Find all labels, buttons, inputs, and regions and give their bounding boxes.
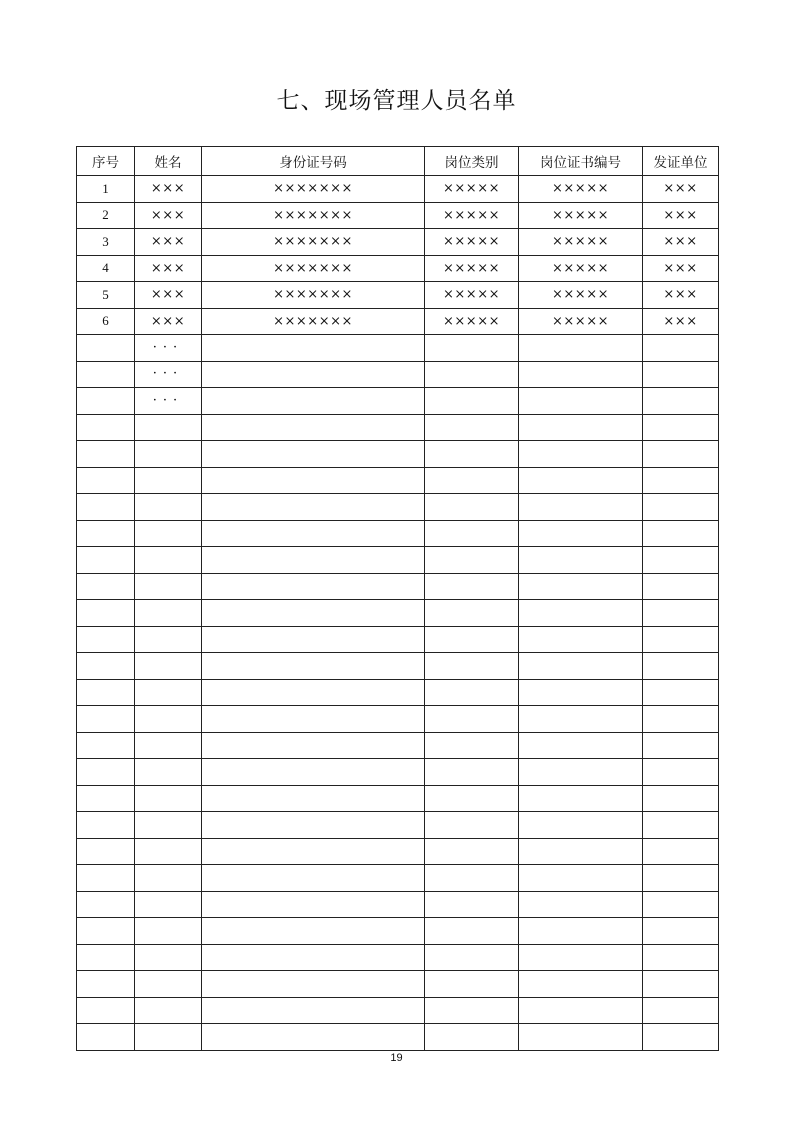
table-row bbox=[77, 679, 719, 706]
cell-certificate-number bbox=[519, 361, 643, 388]
cell-name bbox=[135, 414, 202, 441]
table-row bbox=[77, 308, 719, 335]
table-row bbox=[77, 361, 719, 388]
cell-serial-number bbox=[77, 467, 135, 494]
cell-certificate-number bbox=[519, 706, 643, 733]
cell-issuing-unit bbox=[643, 918, 719, 945]
cell-certificate-number bbox=[519, 414, 643, 441]
header-name: 姓名 bbox=[135, 147, 202, 176]
cell-id-number bbox=[202, 997, 425, 1024]
cell-certificate-number: ××××× bbox=[519, 202, 643, 229]
cell-serial-number bbox=[77, 1024, 135, 1051]
cell-certificate-number bbox=[519, 626, 643, 653]
cell-name bbox=[135, 759, 202, 786]
cell-position-category bbox=[425, 467, 519, 494]
cell-serial-number bbox=[77, 997, 135, 1024]
page-title: 七、现场管理人员名单 bbox=[276, 88, 517, 114]
cell-certificate-number: ××××× bbox=[519, 229, 643, 256]
cell-id-number bbox=[202, 971, 425, 998]
cell-position-category bbox=[425, 971, 519, 998]
management-staff-table bbox=[76, 146, 719, 1051]
cell-position-category bbox=[425, 732, 519, 759]
cell-id-number bbox=[202, 653, 425, 680]
cell-certificate-number: ××××× bbox=[519, 308, 643, 335]
cell-serial-number bbox=[77, 361, 135, 388]
cell-id-number: ××××××× bbox=[202, 202, 425, 229]
cell-id-number bbox=[202, 573, 425, 600]
cell-certificate-number bbox=[519, 812, 643, 839]
cell-name bbox=[135, 679, 202, 706]
cell-serial-number bbox=[77, 812, 135, 839]
cell-position-category bbox=[425, 918, 519, 945]
cell-serial-number bbox=[77, 441, 135, 468]
cell-id-number: ××××××× bbox=[202, 308, 425, 335]
table-row bbox=[77, 414, 719, 441]
table-row bbox=[77, 706, 719, 733]
cell-name: ××× bbox=[135, 176, 202, 203]
cell-id-number bbox=[202, 759, 425, 786]
cell-serial-number bbox=[77, 732, 135, 759]
table-row bbox=[77, 812, 719, 839]
cell-certificate-number bbox=[519, 944, 643, 971]
cell-id-number bbox=[202, 679, 425, 706]
cell-id-number bbox=[202, 1024, 425, 1051]
cell-name bbox=[135, 653, 202, 680]
cell-position-category bbox=[425, 573, 519, 600]
cell-issuing-unit bbox=[643, 891, 719, 918]
cell-certificate-number bbox=[519, 971, 643, 998]
cell-position-category bbox=[425, 785, 519, 812]
cell-name bbox=[135, 997, 202, 1024]
cell-certificate-number bbox=[519, 732, 643, 759]
cell-serial-number bbox=[77, 944, 135, 971]
cell-issuing-unit: ××× bbox=[643, 255, 719, 282]
header-issuing-unit: 发证单位 bbox=[643, 147, 719, 176]
cell-position-category bbox=[425, 812, 519, 839]
cell-issuing-unit bbox=[643, 626, 719, 653]
cell-issuing-unit bbox=[643, 1024, 719, 1051]
cell-issuing-unit bbox=[643, 785, 719, 812]
cell-position-category: ××××× bbox=[425, 255, 519, 282]
cell-position-category bbox=[425, 414, 519, 441]
cell-name bbox=[135, 785, 202, 812]
cell-id-number bbox=[202, 626, 425, 653]
cell-position-category bbox=[425, 520, 519, 547]
cell-issuing-unit bbox=[643, 467, 719, 494]
cell-id-number bbox=[202, 547, 425, 574]
cell-issuing-unit bbox=[643, 388, 719, 415]
cell-serial-number bbox=[77, 891, 135, 918]
cell-id-number bbox=[202, 494, 425, 521]
cell-name bbox=[135, 573, 202, 600]
cell-position-category bbox=[425, 944, 519, 971]
cell-position-category bbox=[425, 441, 519, 468]
cell-name: ··· bbox=[135, 335, 202, 362]
cell-position-category bbox=[425, 361, 519, 388]
cell-serial-number bbox=[77, 335, 135, 362]
cell-position-category bbox=[425, 600, 519, 627]
cell-issuing-unit: ××× bbox=[643, 282, 719, 309]
header-id-number: 身份证号码 bbox=[202, 147, 425, 176]
cell-certificate-number: ××××× bbox=[519, 282, 643, 309]
cell-serial-number bbox=[77, 865, 135, 892]
cell-issuing-unit: ××× bbox=[643, 176, 719, 203]
cell-serial-number bbox=[77, 706, 135, 733]
table-row bbox=[77, 494, 719, 521]
cell-issuing-unit bbox=[643, 971, 719, 998]
table-row bbox=[77, 626, 719, 653]
table-row bbox=[77, 282, 719, 309]
table-row bbox=[77, 865, 719, 892]
cell-id-number bbox=[202, 838, 425, 865]
header-position-category: 岗位类别 bbox=[425, 147, 519, 176]
cell-name bbox=[135, 812, 202, 839]
table-row bbox=[77, 653, 719, 680]
cell-serial-number bbox=[77, 520, 135, 547]
page-number: 19 bbox=[390, 1052, 403, 1064]
table-row bbox=[77, 202, 719, 229]
table-body bbox=[77, 176, 719, 1051]
cell-issuing-unit bbox=[643, 944, 719, 971]
cell-id-number bbox=[202, 414, 425, 441]
cell-serial-number: 6 bbox=[77, 308, 135, 335]
cell-certificate-number bbox=[519, 1024, 643, 1051]
cell-id-number bbox=[202, 944, 425, 971]
table-row bbox=[77, 467, 719, 494]
cell-position-category bbox=[425, 838, 519, 865]
cell-position-category bbox=[425, 388, 519, 415]
cell-position-category bbox=[425, 547, 519, 574]
cell-name: ··· bbox=[135, 388, 202, 415]
cell-certificate-number: ××××× bbox=[519, 176, 643, 203]
table-row bbox=[77, 918, 719, 945]
cell-issuing-unit bbox=[643, 361, 719, 388]
table-row bbox=[77, 573, 719, 600]
cell-serial-number bbox=[77, 971, 135, 998]
cell-name bbox=[135, 520, 202, 547]
cell-issuing-unit bbox=[643, 494, 719, 521]
cell-id-number bbox=[202, 812, 425, 839]
cell-id-number: ××××××× bbox=[202, 255, 425, 282]
cell-name bbox=[135, 838, 202, 865]
header-certificate-number: 岗位证书编号 bbox=[519, 147, 643, 176]
table-row bbox=[77, 971, 719, 998]
cell-name bbox=[135, 467, 202, 494]
cell-issuing-unit bbox=[643, 706, 719, 733]
cell-id-number bbox=[202, 732, 425, 759]
cell-id-number bbox=[202, 361, 425, 388]
table-row bbox=[77, 944, 719, 971]
cell-certificate-number bbox=[519, 759, 643, 786]
cell-position-category: ××××× bbox=[425, 176, 519, 203]
cell-issuing-unit bbox=[643, 812, 719, 839]
cell-issuing-unit bbox=[643, 441, 719, 468]
table-row bbox=[77, 759, 719, 786]
cell-id-number bbox=[202, 706, 425, 733]
cell-id-number: ××××××× bbox=[202, 282, 425, 309]
cell-name bbox=[135, 706, 202, 733]
cell-certificate-number bbox=[519, 865, 643, 892]
cell-name bbox=[135, 547, 202, 574]
cell-name bbox=[135, 441, 202, 468]
table-row bbox=[77, 388, 719, 415]
table-row bbox=[77, 732, 719, 759]
cell-issuing-unit: ××× bbox=[643, 202, 719, 229]
cell-position-category bbox=[425, 997, 519, 1024]
cell-certificate-number bbox=[519, 547, 643, 574]
table-row bbox=[77, 838, 719, 865]
table-row bbox=[77, 997, 719, 1024]
cell-certificate-number: ××××× bbox=[519, 255, 643, 282]
table-row bbox=[77, 176, 719, 203]
cell-id-number: ××××××× bbox=[202, 229, 425, 256]
cell-certificate-number bbox=[519, 520, 643, 547]
cell-name: ××× bbox=[135, 229, 202, 256]
cell-name bbox=[135, 891, 202, 918]
cell-name: ××× bbox=[135, 282, 202, 309]
cell-issuing-unit bbox=[643, 520, 719, 547]
cell-serial-number bbox=[77, 653, 135, 680]
cell-issuing-unit bbox=[643, 732, 719, 759]
cell-serial-number bbox=[77, 547, 135, 574]
cell-serial-number: 1 bbox=[77, 176, 135, 203]
cell-position-category bbox=[425, 494, 519, 521]
cell-issuing-unit bbox=[643, 865, 719, 892]
cell-serial-number bbox=[77, 759, 135, 786]
cell-serial-number bbox=[77, 600, 135, 627]
cell-name bbox=[135, 600, 202, 627]
cell-serial-number bbox=[77, 388, 135, 415]
cell-issuing-unit bbox=[643, 600, 719, 627]
cell-position-category bbox=[425, 759, 519, 786]
cell-id-number bbox=[202, 600, 425, 627]
cell-certificate-number bbox=[519, 467, 643, 494]
cell-position-category bbox=[425, 679, 519, 706]
cell-issuing-unit bbox=[643, 573, 719, 600]
cell-name bbox=[135, 626, 202, 653]
header-serial-number: 序号 bbox=[77, 147, 135, 176]
cell-id-number bbox=[202, 520, 425, 547]
table-row bbox=[77, 520, 719, 547]
cell-serial-number: 5 bbox=[77, 282, 135, 309]
cell-issuing-unit bbox=[643, 547, 719, 574]
cell-name: ××× bbox=[135, 202, 202, 229]
table-row bbox=[77, 441, 719, 468]
cell-certificate-number bbox=[519, 785, 643, 812]
cell-serial-number bbox=[77, 785, 135, 812]
cell-issuing-unit bbox=[643, 997, 719, 1024]
cell-position-category bbox=[425, 653, 519, 680]
cell-certificate-number bbox=[519, 494, 643, 521]
cell-certificate-number bbox=[519, 653, 643, 680]
cell-issuing-unit bbox=[643, 653, 719, 680]
table-row bbox=[77, 547, 719, 574]
cell-certificate-number bbox=[519, 573, 643, 600]
cell-id-number bbox=[202, 467, 425, 494]
cell-id-number bbox=[202, 388, 425, 415]
cell-serial-number: 4 bbox=[77, 255, 135, 282]
cell-position-category: ××××× bbox=[425, 282, 519, 309]
cell-position-category: ××××× bbox=[425, 229, 519, 256]
cell-serial-number bbox=[77, 573, 135, 600]
cell-issuing-unit: ××× bbox=[643, 229, 719, 256]
cell-name bbox=[135, 971, 202, 998]
cell-certificate-number bbox=[519, 600, 643, 627]
cell-serial-number bbox=[77, 679, 135, 706]
cell-name bbox=[135, 918, 202, 945]
cell-position-category bbox=[425, 706, 519, 733]
table-row bbox=[77, 229, 719, 256]
cell-serial-number bbox=[77, 414, 135, 441]
cell-id-number bbox=[202, 785, 425, 812]
cell-issuing-unit: ××× bbox=[643, 308, 719, 335]
cell-position-category bbox=[425, 1024, 519, 1051]
table-row bbox=[77, 335, 719, 362]
cell-certificate-number bbox=[519, 388, 643, 415]
cell-name bbox=[135, 1024, 202, 1051]
cell-certificate-number bbox=[519, 891, 643, 918]
cell-id-number: ××××××× bbox=[202, 176, 425, 203]
cell-serial-number bbox=[77, 918, 135, 945]
table-header-row bbox=[77, 147, 719, 176]
cell-name bbox=[135, 732, 202, 759]
cell-position-category bbox=[425, 891, 519, 918]
cell-position-category: ××××× bbox=[425, 308, 519, 335]
cell-issuing-unit bbox=[643, 759, 719, 786]
cell-certificate-number bbox=[519, 441, 643, 468]
cell-id-number bbox=[202, 865, 425, 892]
cell-name bbox=[135, 944, 202, 971]
cell-name bbox=[135, 865, 202, 892]
cell-position-category bbox=[425, 335, 519, 362]
cell-issuing-unit bbox=[643, 838, 719, 865]
cell-certificate-number bbox=[519, 918, 643, 945]
cell-name: ··· bbox=[135, 361, 202, 388]
cell-id-number bbox=[202, 441, 425, 468]
table-row bbox=[77, 785, 719, 812]
cell-issuing-unit bbox=[643, 414, 719, 441]
cell-name: ××× bbox=[135, 308, 202, 335]
cell-serial-number bbox=[77, 838, 135, 865]
cell-certificate-number bbox=[519, 335, 643, 362]
cell-serial-number: 3 bbox=[77, 229, 135, 256]
cell-position-category bbox=[425, 626, 519, 653]
cell-certificate-number bbox=[519, 997, 643, 1024]
cell-issuing-unit bbox=[643, 679, 719, 706]
cell-serial-number bbox=[77, 494, 135, 521]
cell-name: ××× bbox=[135, 255, 202, 282]
cell-position-category: ××××× bbox=[425, 202, 519, 229]
table-row bbox=[77, 255, 719, 282]
cell-certificate-number bbox=[519, 838, 643, 865]
cell-serial-number: 2 bbox=[77, 202, 135, 229]
table-row bbox=[77, 1024, 719, 1051]
table-row bbox=[77, 600, 719, 627]
cell-id-number bbox=[202, 891, 425, 918]
table-row bbox=[77, 891, 719, 918]
cell-certificate-number bbox=[519, 679, 643, 706]
cell-serial-number bbox=[77, 626, 135, 653]
cell-name bbox=[135, 494, 202, 521]
cell-position-category bbox=[425, 865, 519, 892]
cell-id-number bbox=[202, 335, 425, 362]
cell-issuing-unit bbox=[643, 335, 719, 362]
cell-id-number bbox=[202, 918, 425, 945]
